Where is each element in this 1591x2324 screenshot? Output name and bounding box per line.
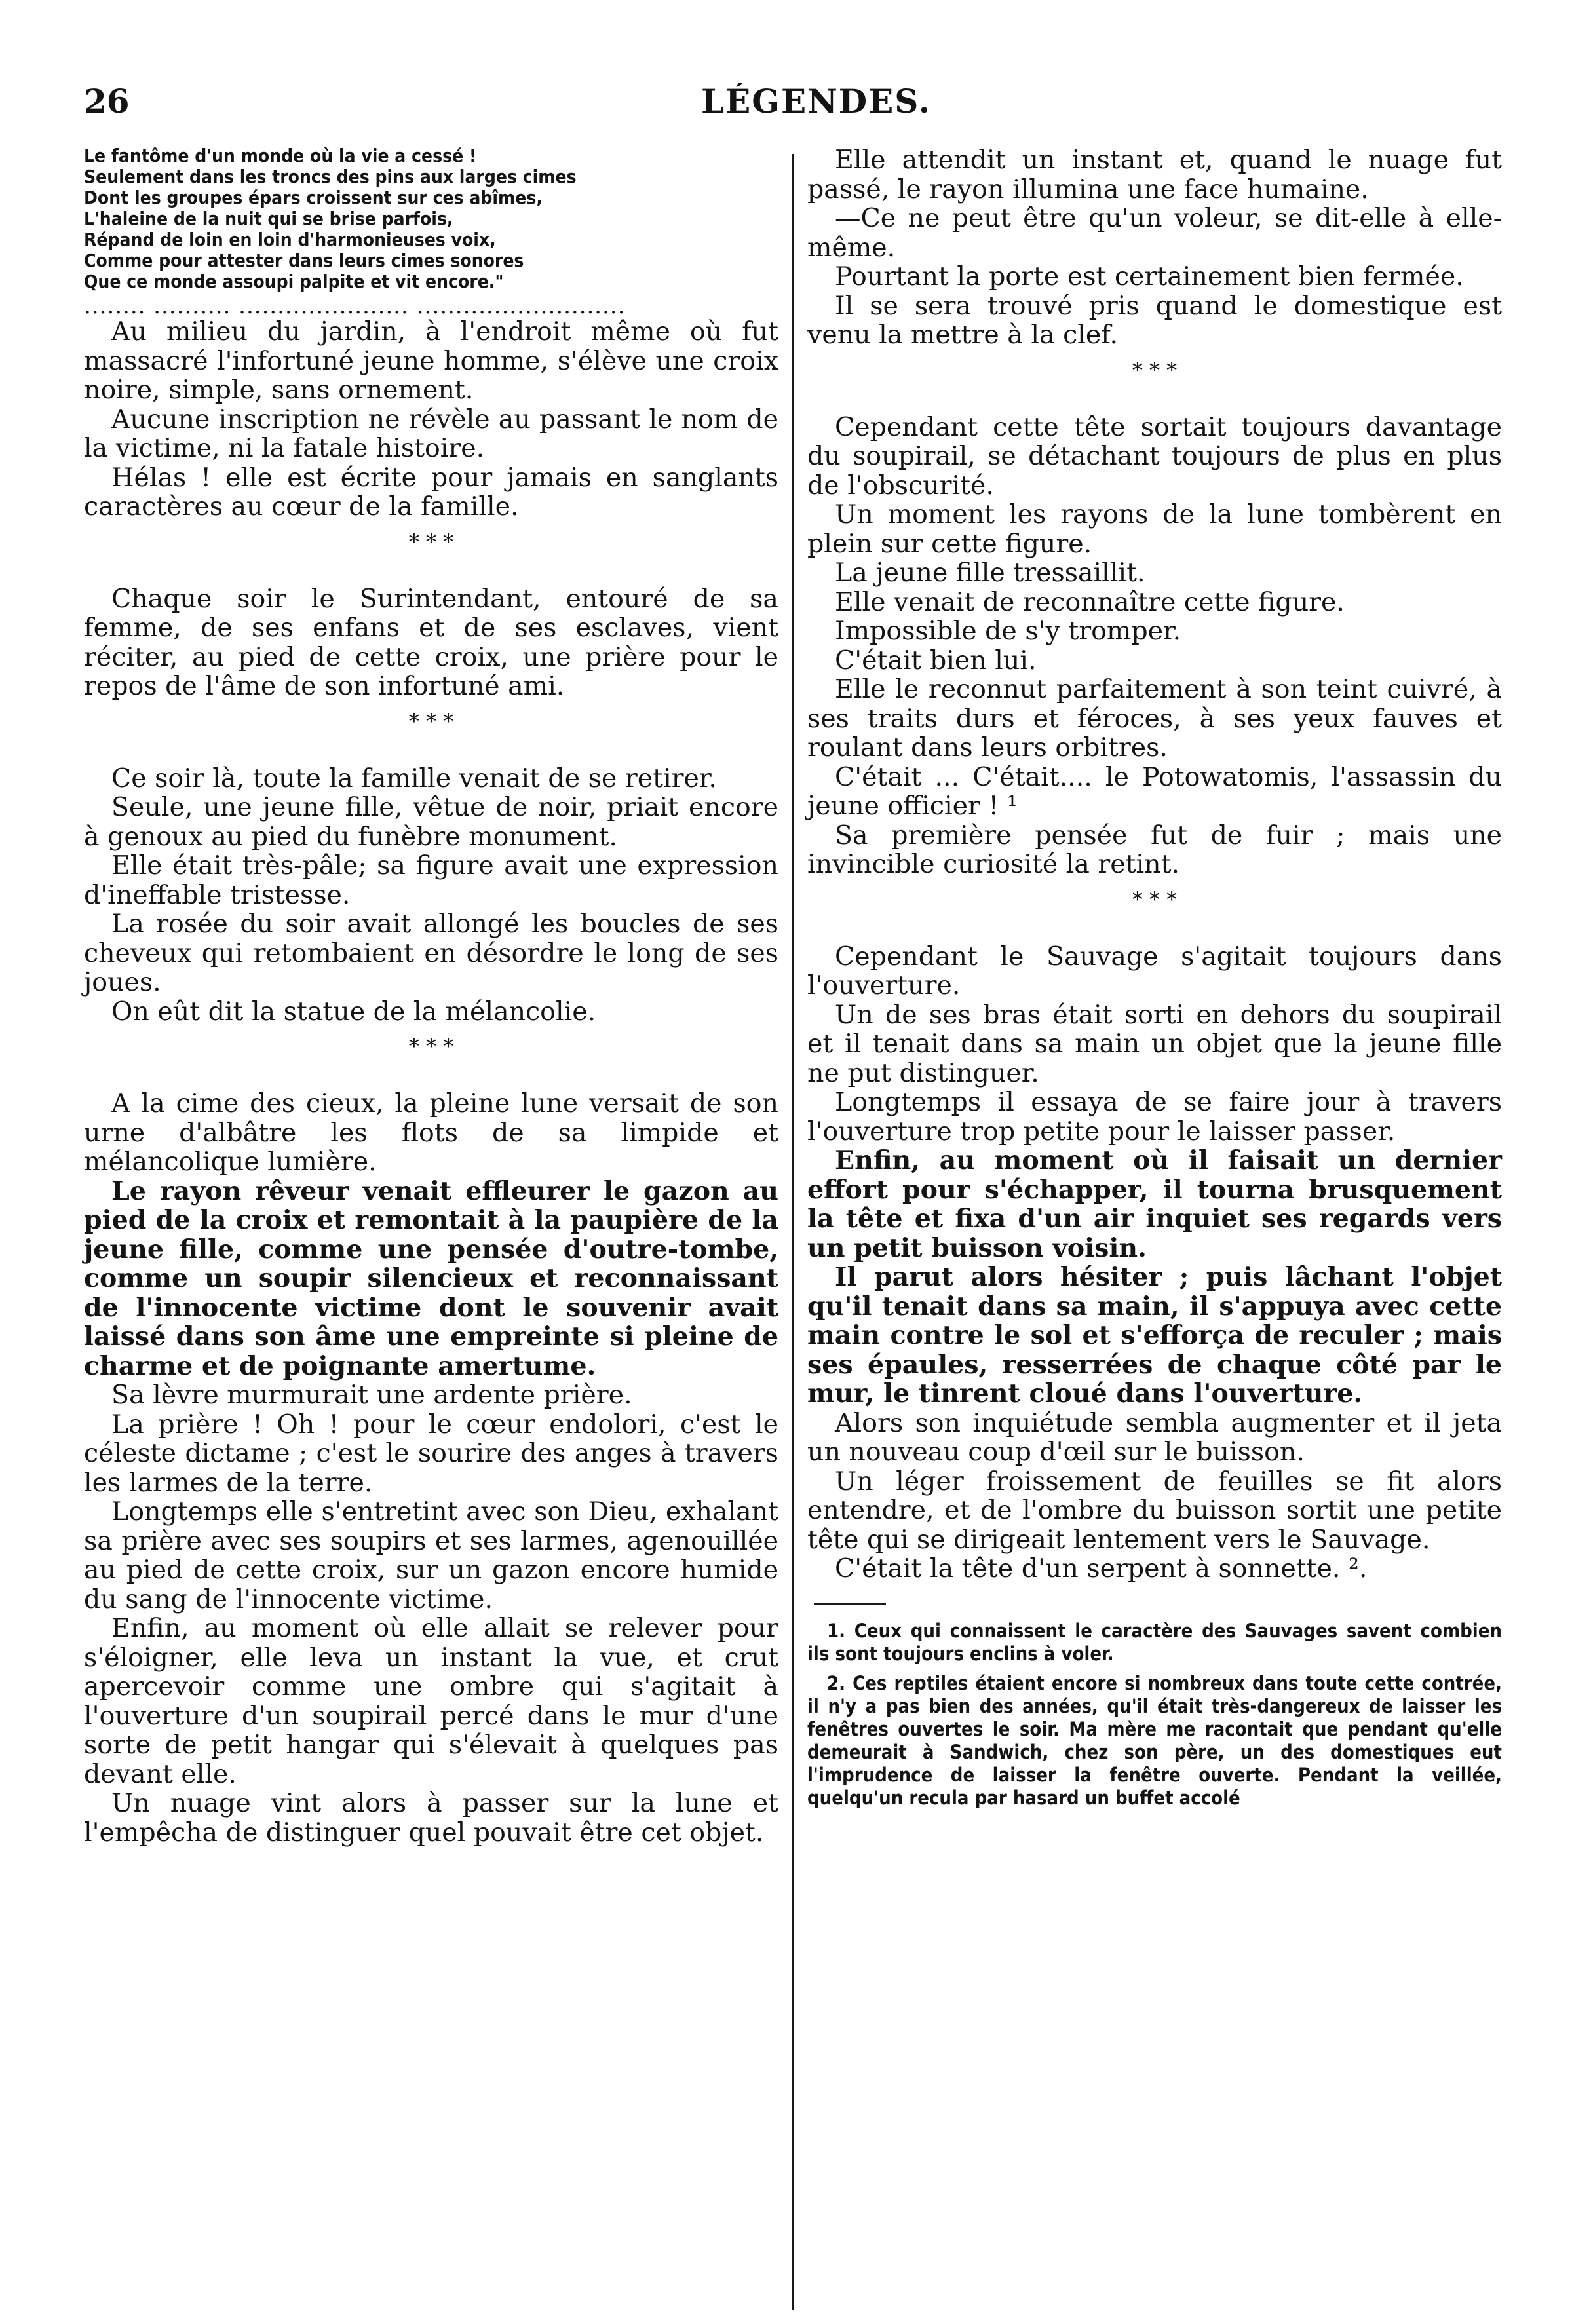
poem-line: Seulement dans les troncs des pins aux larges cimes [84,166,577,187]
paragraph: Longtemps elle s'entretint avec son Dieu, exhalant sa prière avec ses soupirs et ses larmes, agenouillée au pied de cette croix, sur un gazon encore humide du sang de l'innocente victime. [84,1496,778,1614]
paragraph: La jeune fille tressaillit. [835,558,1145,588]
page-header [0,82,1591,134]
paragraph: Sa lèvre murmurait une ardente prière. [111,1380,632,1410]
section-break-asterism: * * * [408,1034,454,1059]
page-number: 26 [84,82,130,121]
paragraph: Impossible de s'y tromper. [835,616,1181,646]
paragraph: Il se sera trouvé pris quand le domestique est venu la mettre à la clef. [807,290,1502,350]
paragraph: Enfin, au moment où elle allait se relever pour s'éloigner, elle leva un instant la vue, et crut apercevoir comme une ombre qui s'agitait à l'ouverture d'un soupirail percé dans le mur d'une sorte de petit hangar qui s'élevait à quelques pas devant elle. [84,1613,778,1789]
poem-excerpt [84,145,778,292]
paragraph: Chaque soir le Surintendant, entouré de sa femme, de ses enfans et de ses esclaves, vient réciter, au pied de cette croix, une prière pour le repos de l'âme de son infortuné ami. [84,583,778,701]
paragraph: On eût dit la statue de la mélancolie. [111,996,596,1027]
running-title: LÉGENDES. [701,82,931,121]
paragraph: La rosée du soir avait allongé les boucles de ses cheveux qui retombaient en désordre le long de ses joues. [84,909,778,997]
paragraph: Longtemps il essaya de se faire jour à travers l'ouverture trop petite pour le laisser passer. [807,1087,1502,1147]
paragraph: Enfin, au moment où il faisait un dernier effort pour s'échapper, il tourna brusquement la tête et fixa d'un air inquiet ses regards vers un petit buisson voisin. [807,1145,1502,1263]
paragraph: Il parut alors hésiter ; puis lâchant l'objet qu'il tenait dans sa main, il s'appuya avec cette main contre le sol et s'efforça de reculer ; mais ses épaules, resserrées de chaque côté par le mur, le tinrent cloué dans l'ouverture. [807,1262,1502,1409]
paragraph: Elle le reconnut parfaitement à son teint cuivré, à ses traits durs et féroces, à ses yeux fauves et roulant dans leurs orbitres. [807,674,1502,763]
paragraph: Elle était très-pâle; sa figure avait une expression d'ineffable tristesse. [84,850,778,910]
paragraph: Seule, une jeune fille, vêtue de noir, priait encore à genoux au pied du funèbre monument. [84,792,778,852]
paragraph: C'était la tête d'un serpent à sonnette. ². [835,1553,1368,1584]
paragraph: —Ce ne peut être qu'un voleur, se dit-elle à elle-même. [807,203,1502,263]
section-break-asterism: * * * [408,708,454,734]
paragraph: Cependant cette tête sortait toujours davantage du soupirail, se détachant toujours de plus en plus de l'obscurité. [807,411,1502,501]
dotted-separator: ........ .......... ...................... ........................... [84,296,626,316]
right-column [807,145,1502,1816]
paragraph: Elle attendit un instant et, quand le nuage fut passé, le rayon illumina une face humaine. [807,145,1502,204]
footnote: 2. Ces reptiles étaient encore si nombreux dans toute cette contrée, il n'y a pas bien des années, qu'il était très-dangereux de laisser les fenêtres ouvertes le soir. Ma mère me racontait que pendant qu'elle demeurait à Sandwich, chez son père, un des domestiques eut l'imprudence de laisser la fenêtre ouverte. Pendant la veillée, quelqu'un recula par hasard un buffet accolé [807,1671,1502,1809]
section-break-asterism: * * * [1132,357,1178,383]
paragraph: Un nuage vint alors à passer sur la lune et l'empêcha de distinguer quel pouvait être cet objet. [84,1788,778,1848]
paragraph: Un de ses bras était sorti en dehors du soupirail et il tenait dans sa main un objet que la jeune fille ne put distinguer. [807,999,1502,1088]
footnote: 1. Ceux qui connaissent le caractère des Sauvages savent combien ils sont toujours enclins à voler. [807,1619,1502,1665]
poem-line: Que ce monde assoupi palpite et vit encore." [84,271,504,292]
poem-line: Répand de loin en loin d'harmonieuses voix, [84,229,496,250]
paragraph: A la cime des cieux, la pleine lune versait de son urne d'albâtre les flots de sa limpide et mélancolique lumière. [84,1088,778,1177]
paragraph: C'était bien lui. [835,645,1037,676]
paragraph: Alors son inquiétude sembla augmenter et il jeta un nouveau coup d'œil sur le buisson. [807,1407,1502,1467]
paragraph: Ce soir là, toute la famille venait de se retirer. [111,763,717,793]
poem-line: L'haleine de la nuit qui se brise parfois, [84,208,453,229]
paragraph: Aucune inscription ne révèle au passant le nom de la victime, ni la fatale histoire. [84,404,778,463]
paragraph: Au milieu du jardin, à l'endroit même où fut massacré l'infortuné jeune homme, s'élève une croix noire, simple, sans ornement. [84,316,778,405]
paragraph: Le rayon rêveur venait effleurer le gazon au pied de la croix et remontait à la paupière de la jeune fille, comme une pensée d'outre-tombe, comme un soupir silencieux et reconnaissant de l'innocente victime dont le souvenir avait laissé dans son âme une empreinte si pleine de charme et de poignante amertume. [84,1175,778,1381]
paragraph: La prière ! Oh ! pour le cœur endolori, c'est le céleste dictame ; c'est le sourire des anges à travers les larmes de la terre. [84,1409,778,1498]
paragraph: Un moment les rayons de la lune tombèrent en plein sur cette figure. [807,499,1502,559]
paragraph: Elle venait de reconnaître cette figure. [835,586,1345,617]
column-divider [792,154,794,2310]
section-break-asterism: * * * [1132,886,1178,912]
paragraph: Cependant le Sauvage s'agitait toujours dans l'ouverture. [807,941,1502,1000]
footnote-rule [814,1603,886,1605]
paragraph: Sa première pensée fut de fuir ; mais une invincible curiosité la retint. [807,820,1502,879]
poem-line: Comme pour attester dans leurs cimes sonores [84,250,524,271]
section-break-asterism: * * * [408,529,454,554]
left-column [84,145,778,1847]
poem-line: Le fantôme d'un monde où la vie a cessé ! [84,145,477,166]
paragraph: Pourtant la porte est certainement bien fermée. [835,261,1464,292]
paragraph: Hélas ! elle est écrite pour jamais en sanglants caractères au cœur de la famille. [84,462,778,522]
paragraph: C'était ... C'était.... le Potowatomis, l'assassin du jeune officier ! ¹ [807,761,1502,821]
poem-line: Dont les groupes épars croissent sur ces abîmes, [84,187,543,208]
paragraph: Un léger froissement de feuilles se fit alors entendre, et de l'ombre du buisson sortit une petite tête qui se dirigeait lentement vers le Sauvage. [807,1466,1502,1555]
